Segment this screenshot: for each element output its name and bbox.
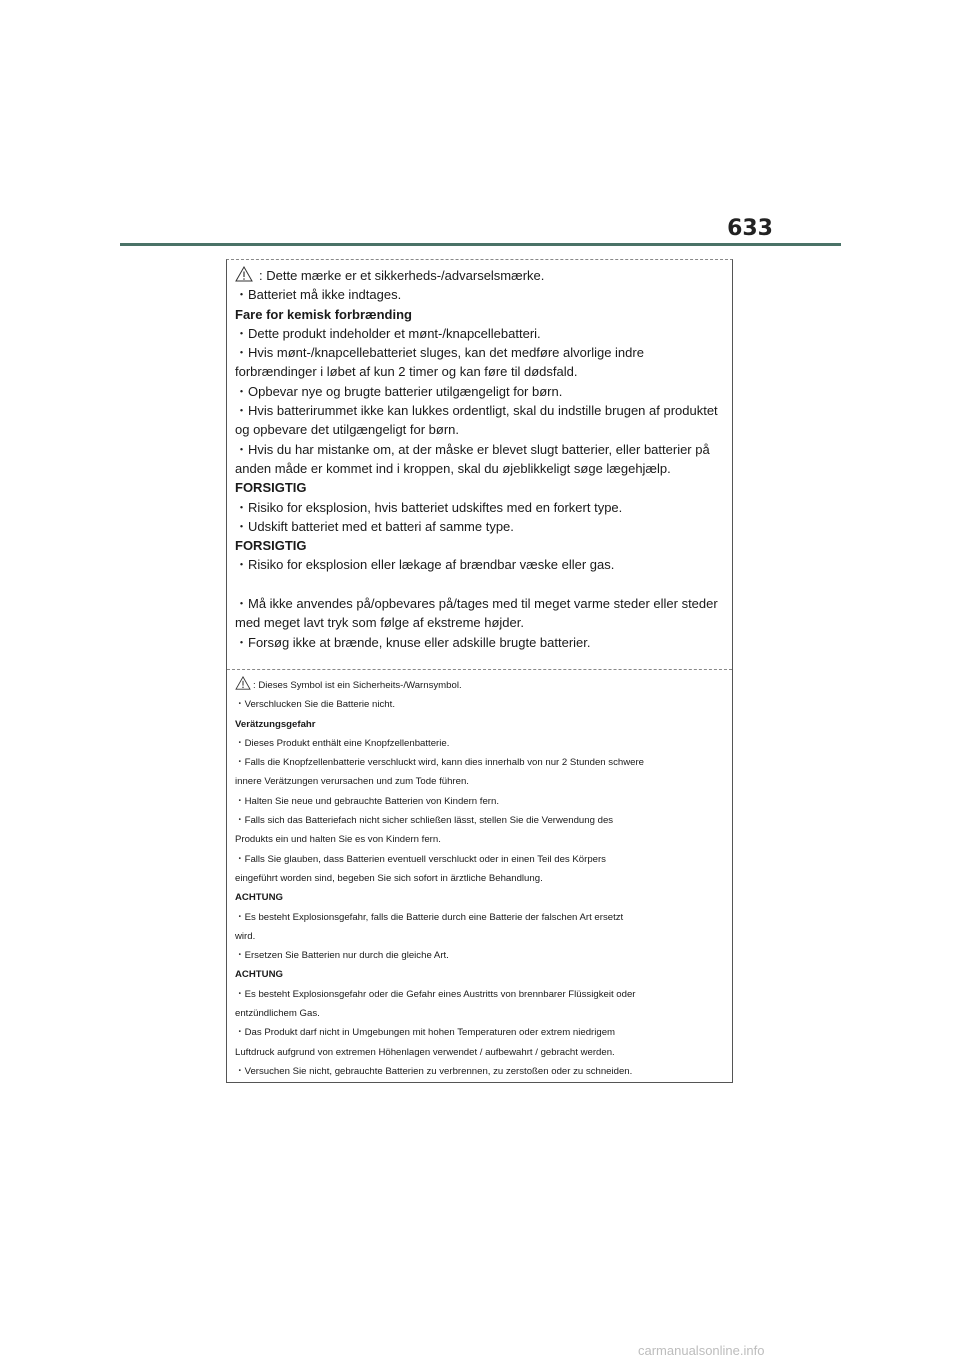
text-line: ・Es besteht Explosionsgefahr oder die Gefahr eines Austritts von brennbarer Flüssigkeit oder [235, 988, 636, 1000]
text-line: eingeführt worden sind, begeben Sie sich sofort in ärztliche Behandlung. [235, 872, 543, 884]
watermark: carmanualsonline.info [638, 1343, 765, 1358]
section-heading: Verätzungsgefahr [235, 718, 316, 730]
spacer [227, 575, 732, 594]
text-line: ・Forsøg ikke at brænde, knuse eller adskille brugte batterier. [235, 634, 591, 650]
section-heading: Fare for kemisk forbrænding [235, 306, 412, 322]
text-line: entzündlichem Gas. [235, 1008, 320, 1020]
text-line: ・Es besteht Explosionsgefahr, falls die Batterie durch eine Batterie der falschen Art ersetzt [235, 911, 624, 923]
text-line: ・Ersetzen Sie Batterien nur durch die gleiche Art. [235, 950, 449, 962]
text-line: innere Verätzungen verursachen und zum Tode führen. [235, 776, 469, 788]
danish-warning-section [227, 266, 732, 652]
text-line: forbrændinger i løbet af kun 2 timer og kan føre til dødsfald. [235, 364, 578, 380]
text-line: med meget lavt tryk som følge af ekstreme højder. [235, 615, 524, 631]
text-line: ・Falls sich das Batteriefach nicht sicher schließen lässt, stellen Sie die Verwendung des [235, 815, 614, 827]
text-line: ・Dieses Produkt enthält eine Knopfzellenbatterie. [235, 737, 450, 749]
page-number: 633 [727, 216, 773, 241]
text-line: og opbevare det utilgængeligt for børn. [235, 422, 460, 438]
german-warning-section [227, 669, 732, 1081]
header-rule [120, 243, 841, 246]
danish-warning-symbol-line [235, 266, 732, 285]
text-line: anden måde er kommet ind i kroppen, skal du øjeblikkeligt søge lægehjælp. [235, 460, 671, 476]
text-line: ・Hvis mønt-/knapcellebatteriet sluges, kan det medføre alvorlige indre [235, 345, 644, 361]
text-line: ・Risiko for eksplosion eller lækage af brændbar væske eller gas. [235, 557, 615, 573]
text-line: ・Opbevar nye og brugte batterier utilgængeligt for børn. [235, 383, 563, 399]
text-line: wird. [235, 930, 256, 942]
text-line: ・Versuchen Sie nicht, gebrauchte Batterien zu verbrennen, zu zerstoßen oder zu schneiden. [235, 1065, 633, 1077]
text-line: ・Dette produkt indeholder et mønt-/knapcellebatteri. [235, 325, 541, 341]
section-heading: ACHTUNG [235, 892, 283, 904]
warning-triangle-icon [235, 266, 253, 287]
german-warning-symbol-text: : Dieses Symbol ist ein Sicherheits-/Warnsymbol. [253, 680, 462, 691]
text-line: ・Falls die Knopfzellenbatterie verschluckt wird, kann dies innerhalb von nur 2 Stunden schwere [235, 757, 645, 769]
text-line: ・Hvis du har mistanke om, at der måske er blevet slugt batterier, eller batterier på [235, 441, 710, 457]
text-line: ・Verschlucken Sie die Batterie nicht. [235, 699, 395, 711]
german-warning-symbol-line [235, 676, 732, 695]
text-line: Luftdruck aufgrund von extremen Höhenlagen verwendet / aufbewahrt / gebracht werden. [235, 1046, 615, 1058]
text-line: ・Må ikke anvendes på/opbevares på/tages med til meget varme steder eller steder [235, 596, 718, 612]
text-line: ・Falls Sie glauben, dass Batterien eventuell verschluckt oder in einen Teil des Körpers [235, 853, 606, 865]
section-heading: FORSIGTIG [235, 538, 307, 554]
danish-warning-symbol-text: : Dette mærke er et sikkerheds-/advarselsmærke. [259, 268, 545, 283]
text-line: ・Halten Sie neue und gebrauchte Batterien von Kindern fern. [235, 795, 500, 807]
section-heading: ACHTUNG [235, 969, 283, 981]
section-heading: FORSIGTIG [235, 480, 307, 496]
warning-box [226, 259, 733, 1083]
warning-triangle-icon [235, 676, 247, 697]
text-line: ・Hvis batterirummet ikke kan lukkes ordentligt, skal du indstille brugen af produktet [235, 403, 718, 419]
text-line: ・Risiko for eksplosion, hvis batteriet udskiftes med en forkert type. [235, 499, 623, 515]
text-line: Produkts ein und halten Sie es von Kindern fern. [235, 834, 441, 846]
text-line: ・Das Produkt darf nicht in Umgebungen mit hohen Temperaturen oder extrem niedrigem [235, 1027, 616, 1039]
text-line: ・Batteriet må ikke indtages. [235, 287, 402, 303]
text-line: ・Udskift batteriet med et batteri af samme type. [235, 518, 514, 534]
